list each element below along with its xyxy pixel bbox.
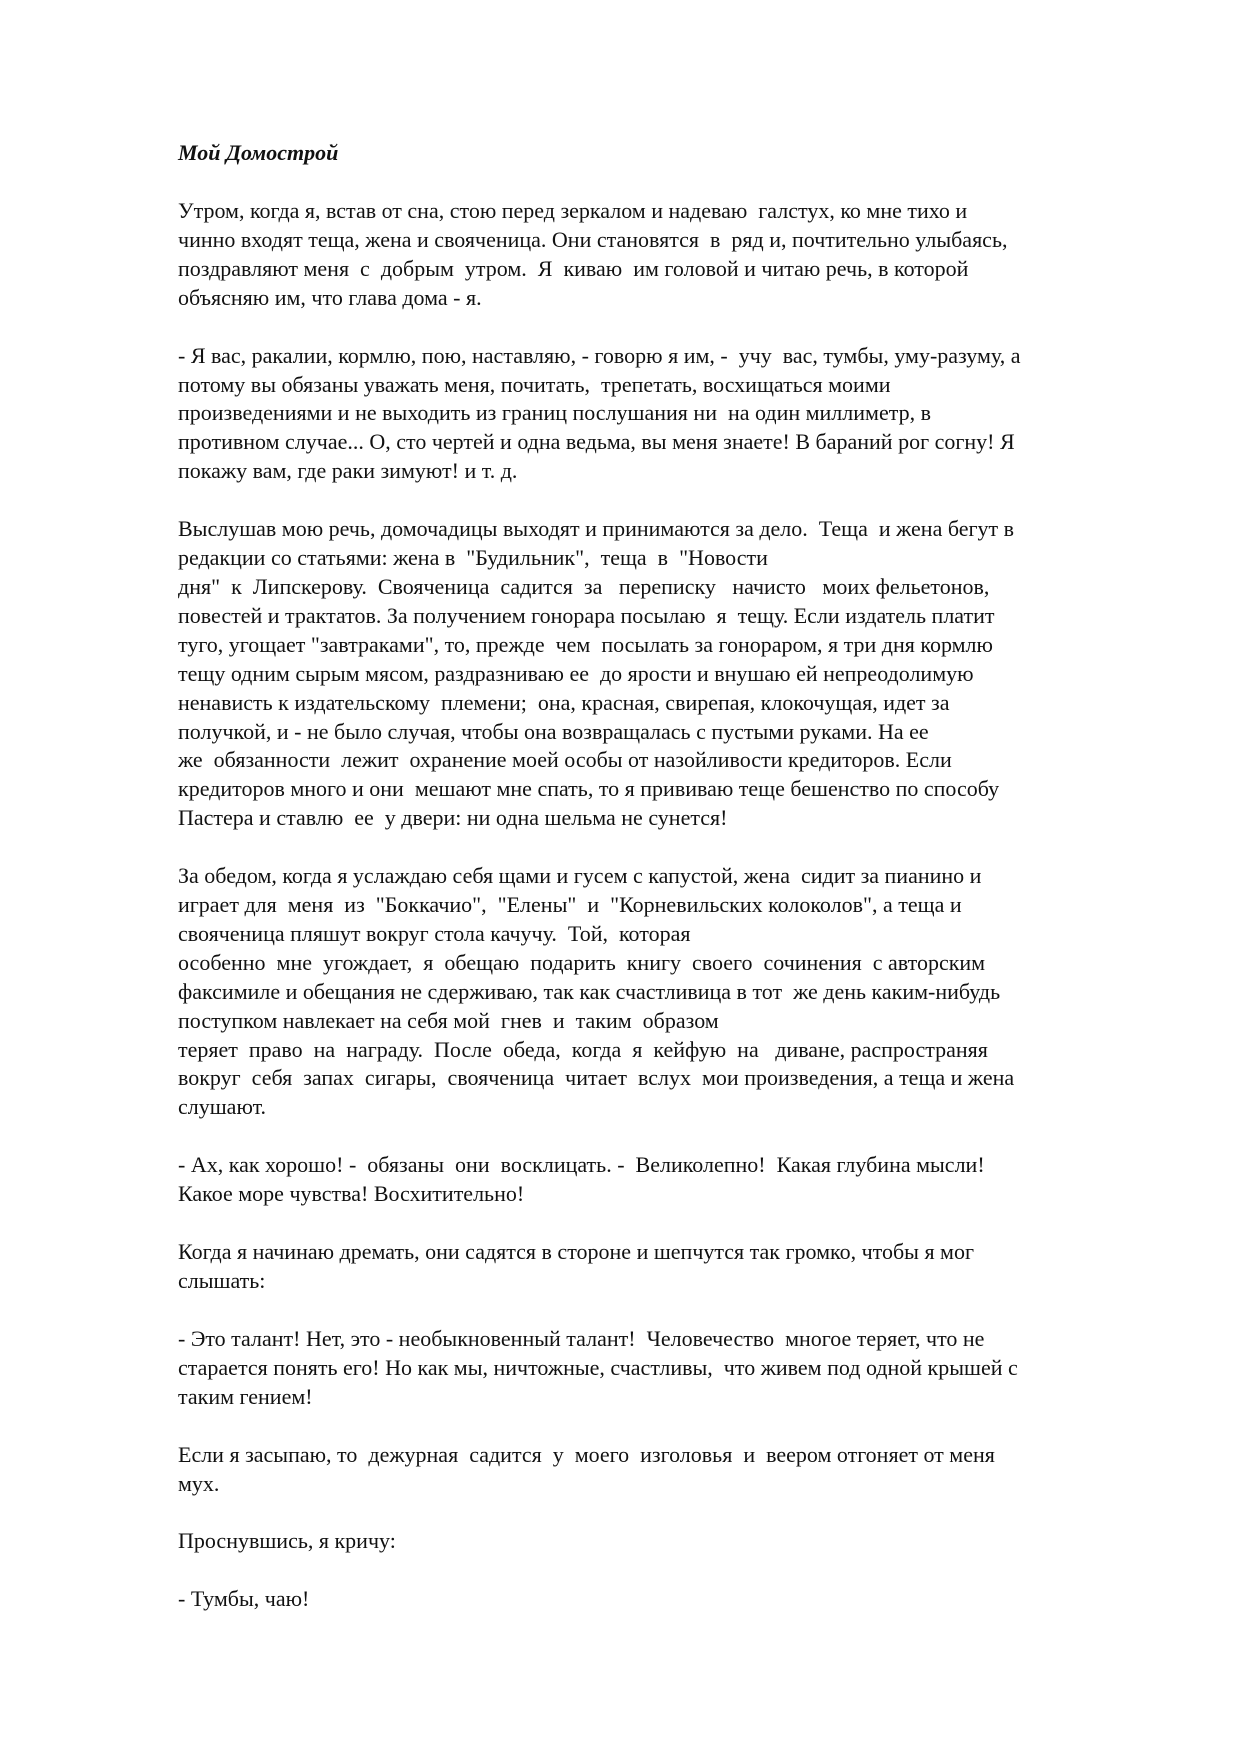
text-line: же обязанности лежит охранение моей особы от назойливости кредиторов. Если (178, 747, 952, 773)
text-line: тещу одним сырым мясом, раздразниваю ее до ярости и внушаю ей непреодолимую (178, 660, 974, 686)
text-line: Утром, когда я, встав от сна, стою перед зеркалом и надеваю галстух, ко мне тихо и (178, 198, 968, 223)
text-line: особенно мне угождает, я обещаю подарить книгу своего сочинения с авторским (178, 949, 986, 975)
paragraph (178, 515, 1148, 833)
text-line: Проснувшись, я кричу: (178, 1528, 396, 1554)
paragraph (178, 862, 1148, 1122)
text-line: играет для меня из "Боккачио", "Елены" и "Корневильских колоколов", а теща и (178, 892, 962, 918)
document-title: Мой Домострой (178, 140, 339, 165)
text-line: Если я засыпаю, то дежурная садится у моего изголовья и веером отгоняет от меня (178, 1441, 995, 1467)
text-line: потому вы обязаны уважать меня, почитать, трепетать, восхищаться моими (178, 371, 891, 397)
text-line: произведениями и не выходить из границ послушания ни на один миллиметр, в (178, 400, 931, 426)
text-line: покажу вам, где раки зимуют! и т. д. (178, 458, 518, 484)
text-line: факсимиле и обещания не сдерживаю, так как счастливица в тот же день каким-нибудь (178, 978, 1001, 1004)
text-line: слышать: (178, 1268, 266, 1293)
text-line: туго, угощает "завтраками", то, прежде чем посылать за гонораром, я три дня кормлю (178, 631, 993, 657)
text-line: Когда я начинаю дремать, они садятся в стороне и шепчутся так громко, чтобы я мог (178, 1239, 975, 1265)
text-line: мух. (178, 1470, 220, 1496)
document-page (178, 138, 1148, 1643)
text-line: - Это талант! Нет, это - необыкновенный талант! Человечество многое теряет, что не (178, 1325, 985, 1351)
text-line: получкой, и - не было случая, чтобы она возвращалась с пустыми руками. На ее (178, 718, 929, 744)
text-line: - Ах, как хорошо! - обязаны они восклицать. - Великолепно! Какая глубина мысли! (178, 1152, 985, 1178)
paragraph (178, 1325, 1148, 1412)
text-line: объясняю им, что глава дома - я. (178, 284, 482, 310)
text-line: поступком навлекает на себя мой гнев и таким образом (178, 1007, 719, 1033)
text-line: - Тумбы, чаю! (178, 1586, 310, 1612)
paragraph (178, 1151, 1148, 1209)
paragraph (178, 197, 1148, 313)
paragraph (178, 1527, 1148, 1556)
text-line: Пастера и ставлю ее у двери: ни одна шельма не сунется! (178, 805, 728, 831)
text-line: Какое море чувства! Восхитительно! (178, 1181, 525, 1207)
text-line: редакции со статьями: жена в "Будильник", теща в "Новости (178, 545, 768, 571)
text-line: повестей и трактатов. За получением гонорара посылаю я тещу. Если издатель платит (178, 602, 995, 628)
paragraph (178, 1585, 1148, 1614)
text-line: кредиторов много и они мешают мне спать, то я прививаю теще бешенство по способу (178, 776, 1000, 802)
text-line: свояченица пляшут вокруг стола качучу. Той, которая (178, 920, 691, 946)
text-line: старается понять его! Но как мы, ничтожные, счастливы, что живем под одной крышей с (178, 1354, 1018, 1380)
text-line: За обедом, когда я услаждаю себя щами и гусем с капустой, жена сидит за пианино и (178, 863, 982, 889)
text-line: ненависть к издательскому племени; она, красная, свирепая, клокочущая, идет за (178, 689, 950, 715)
text-line: вокруг себя запах сигары, свояченица читает вслух мои произведения, а теща и жена (178, 1065, 1015, 1091)
text-line: - Я вас, ракалии, кормлю, пою, наставляю, - говорю я им, - учу вас, тумбы, уму-разуму, а (178, 342, 1021, 368)
text-line: противном случае... О, сто чертей и одна ведьма, вы меня знаете! В бараний рог согну! Я (178, 429, 1015, 455)
paragraph (178, 1441, 1148, 1499)
text-line: дня" к Липскерову. Свояченица садится за переписку начисто моих фельетонов, (178, 573, 990, 599)
paragraph (178, 1238, 1148, 1296)
document-body (178, 197, 1148, 1614)
text-line: поздравляют меня с добрым утром. Я киваю им головой и читаю речь, в которой (178, 255, 969, 281)
text-line: слушают. (178, 1094, 267, 1120)
text-line: чинно входят теща, жена и свояченица. Они становятся в ряд и, почтительно улыбаясь, (178, 226, 1008, 252)
text-line: теряет право на награду. После обеда, когда я кейфую на диване, распространяя (178, 1036, 988, 1062)
text-line: Выслушав мою речь, домочадицы выходят и принимаются за дело. Теща и жена бегут в (178, 516, 1015, 542)
text-line: таким гением! (178, 1383, 313, 1409)
paragraph (178, 342, 1148, 487)
